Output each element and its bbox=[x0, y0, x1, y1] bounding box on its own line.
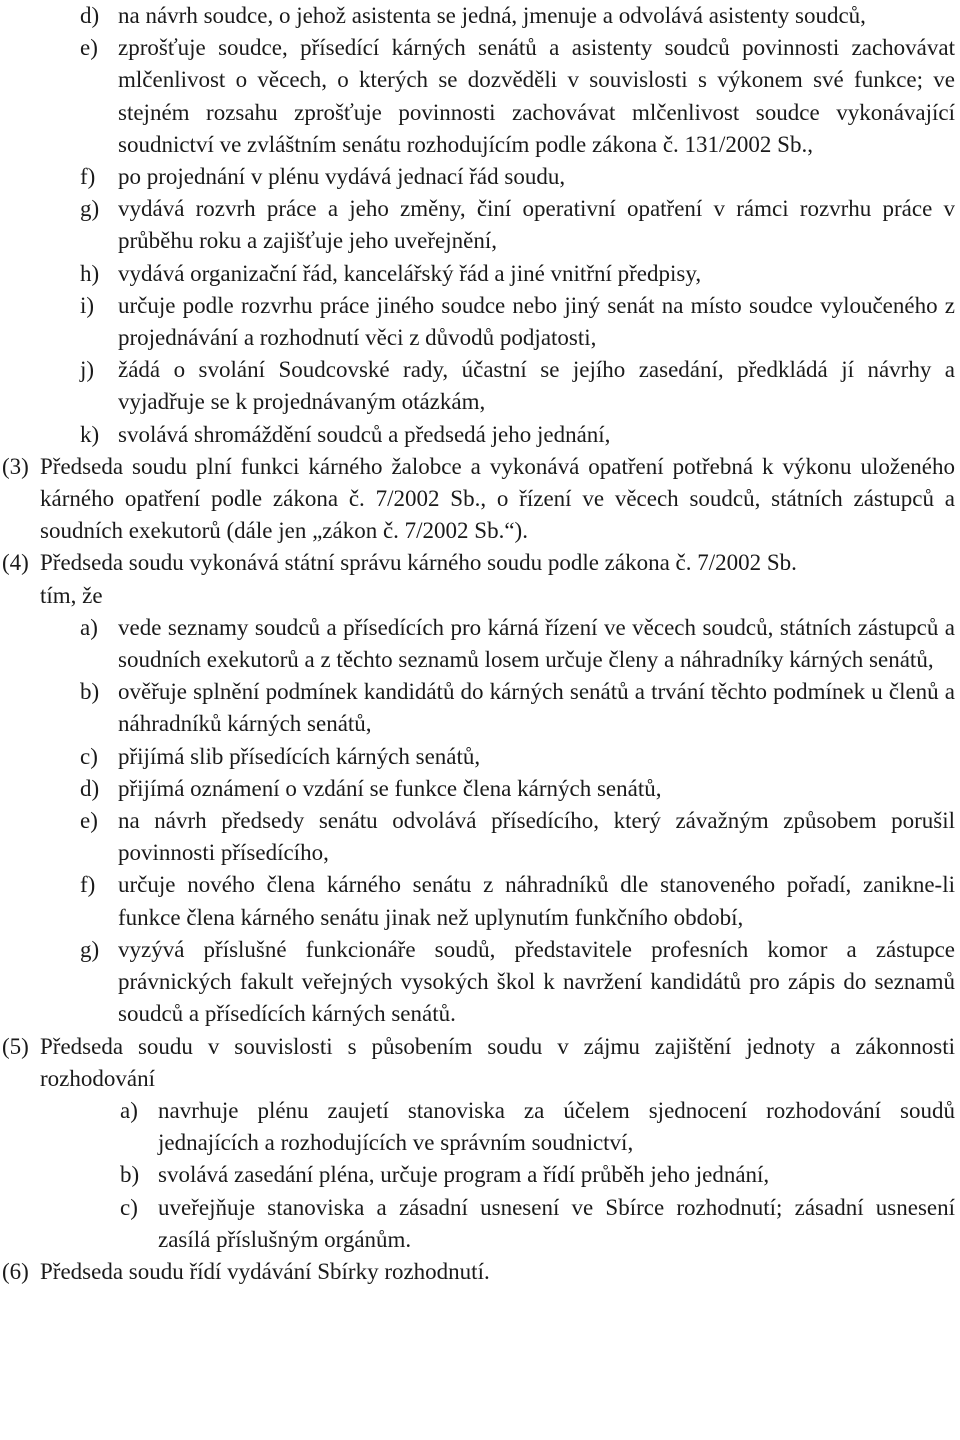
item-text: vyzývá příslušné funkcionáře soudů, představitele profesních komor a zástupce právnických fakult veřejných vysokých škol k navržení kandidátů pro zápis do seznamů soudců a přísedících kárných senátů. bbox=[118, 936, 955, 1027]
paragraph-text: Předseda soudu plní funkci kárného žalobce a vykonává opatření potřebná k výkonu uloženého kárného opatření podle zákona č. 7/2002 Sb., o řízení ve věcech soudců, státních zástupců a soudních exekutorů (dále jen „zákon č. 7/2002 Sb.“). bbox=[40, 453, 955, 544]
item-text: určuje nového člena kárného senátu z náhradníků dle stanoveného pořadí, zanikne-li funkce člena kárného senátu jinak než uplynutím funkčního období, bbox=[118, 872, 955, 930]
list-item bbox=[0, 0, 960, 32]
item-text: vydává organizační řád, kancelářský řád a jiné vnitřní předpisy, bbox=[118, 260, 702, 286]
item-marker: f) bbox=[80, 872, 96, 898]
item-text: přijímá slib přísedících kárných senátů, bbox=[118, 743, 481, 769]
paragraph-text: Předseda soudu vykonává státní správu kárného soudu podle zákona č. 7/2002 Sb. bbox=[40, 550, 797, 576]
list-item bbox=[0, 290, 960, 354]
item-text: vede seznamy soudců a přísedících pro kárná řízení ve věcech soudců, státních zástupců a soudních exekutorů a z těchto seznamů losem určuje členy a náhradníky kárných senátů, bbox=[118, 614, 955, 673]
list-item bbox=[0, 161, 960, 193]
item-text: vydává rozvrh práce a jeho změny, činí operativní opatření v rámci rozvrhu práce v průběhu roku a zajišťuje jeho uveřejnění, bbox=[118, 196, 955, 254]
item-marker: c) bbox=[80, 743, 98, 769]
list-item bbox=[0, 741, 960, 773]
item-marker: b) bbox=[80, 679, 100, 705]
item-marker: g) bbox=[80, 936, 100, 962]
list-item bbox=[0, 1095, 960, 1159]
item-marker: e) bbox=[80, 808, 98, 834]
item-marker: e) bbox=[80, 35, 98, 61]
item-marker: a) bbox=[80, 614, 98, 640]
item-text: na návrh soudce, o jehož asistenta se jedná, jmenuje a odvolává asistenty soudců, bbox=[118, 3, 866, 28]
item-marker: a) bbox=[120, 1097, 138, 1123]
item-text: přijímá oznámení o vzdání se funkce člena kárných senátů, bbox=[118, 775, 662, 801]
numbered-paragraph bbox=[0, 547, 960, 579]
item-marker: c) bbox=[120, 1194, 138, 1220]
numbered-paragraph bbox=[0, 1031, 960, 1095]
list-item bbox=[0, 419, 960, 451]
item-marker: i) bbox=[80, 292, 95, 318]
item-marker: k) bbox=[80, 421, 100, 447]
list-item bbox=[0, 354, 960, 418]
numbered-paragraph bbox=[0, 1256, 960, 1288]
item-marker: d) bbox=[80, 3, 100, 28]
list-item bbox=[0, 869, 960, 933]
item-marker: f) bbox=[80, 164, 96, 190]
item-marker: h) bbox=[80, 260, 100, 286]
paragraph-number: (3) bbox=[2, 453, 29, 479]
item-marker: j) bbox=[80, 357, 95, 383]
list-item bbox=[0, 258, 960, 290]
numbered-paragraph bbox=[0, 451, 960, 548]
list-item bbox=[0, 193, 960, 257]
list-item bbox=[0, 1192, 960, 1256]
item-text: svolává zasedání pléna, určuje program a řídí průběh jeho jednání, bbox=[158, 1162, 770, 1188]
list-item bbox=[0, 773, 960, 805]
item-text: na návrh předsedy senátu odvolává přísedícího, který závažným způsobem porušil povinnosti přísedícího, bbox=[118, 808, 955, 866]
list-item bbox=[0, 676, 960, 740]
item-text: zprošťuje soudce, přísedící kárných senátů a asistenty soudců povinnosti zachovávat mlčenlivost o věcech, o kterých se dozvěděli v souvislosti s výkonem své funkce; ve stejném rozsahu zprošťuje povinnosti zachovávat mlčenlivost soudce vykonávající soudnictví ve zvláštním senátu rozhodujícím podle zákona č. 131/2002 Sb., bbox=[118, 35, 955, 157]
item-text: navrhuje plénu zaujetí stanoviska za účelem sjednocení rozhodování soudů jednajících a rozhodujících ve správním soudnictví, bbox=[158, 1097, 955, 1156]
paragraph-number: (5) bbox=[2, 1033, 29, 1059]
paragraph-continuation: tím, že bbox=[40, 582, 103, 608]
paragraph-text: Předseda soudu řídí vydávání Sbírky rozhodnutí. bbox=[40, 1258, 490, 1284]
item-text: ověřuje splnění podmínek kandidátů do kárných senátů a trvání těchto podmínek u členů a náhradníků kárných senátů, bbox=[118, 679, 955, 737]
list-item bbox=[0, 612, 960, 676]
list-item bbox=[0, 934, 960, 1031]
list-item bbox=[0, 32, 960, 161]
item-text: žádá o svolání Soudcovské rady, účastní se jejího zasedání, předkládá jí návrhy a vyjadřuje se k projednávaným otázkám, bbox=[118, 357, 955, 415]
paragraph-number: (6) bbox=[2, 1258, 29, 1284]
item-marker: d) bbox=[80, 775, 100, 801]
list-item bbox=[0, 805, 960, 869]
item-text: po projednání v plénu vydává jednací řád soudu, bbox=[118, 164, 566, 190]
item-text: uveřejňuje stanoviska a zásadní usnesení ve Sbírce rozhodnutí; zásadní usnesení zasílá příslušným orgánům. bbox=[158, 1194, 955, 1252]
item-marker: g) bbox=[80, 196, 100, 222]
paragraph-number: (4) bbox=[2, 550, 29, 576]
paragraph-text: Předseda soudu v souvislosti s působením soudu v zájmu zajištění jednoty a zákonnosti rozhodování bbox=[40, 1033, 955, 1091]
item-marker: b) bbox=[120, 1162, 140, 1188]
list-item bbox=[0, 1159, 960, 1191]
item-text: určuje podle rozvrhu práce jiného soudce nebo jiný senát na místo soudce vyloučeného z projednávání a rozhodnutí věci z důvodů podjatosti, bbox=[118, 292, 955, 351]
item-text: svolává shromáždění soudců a předsedá jeho jednání, bbox=[118, 421, 611, 447]
